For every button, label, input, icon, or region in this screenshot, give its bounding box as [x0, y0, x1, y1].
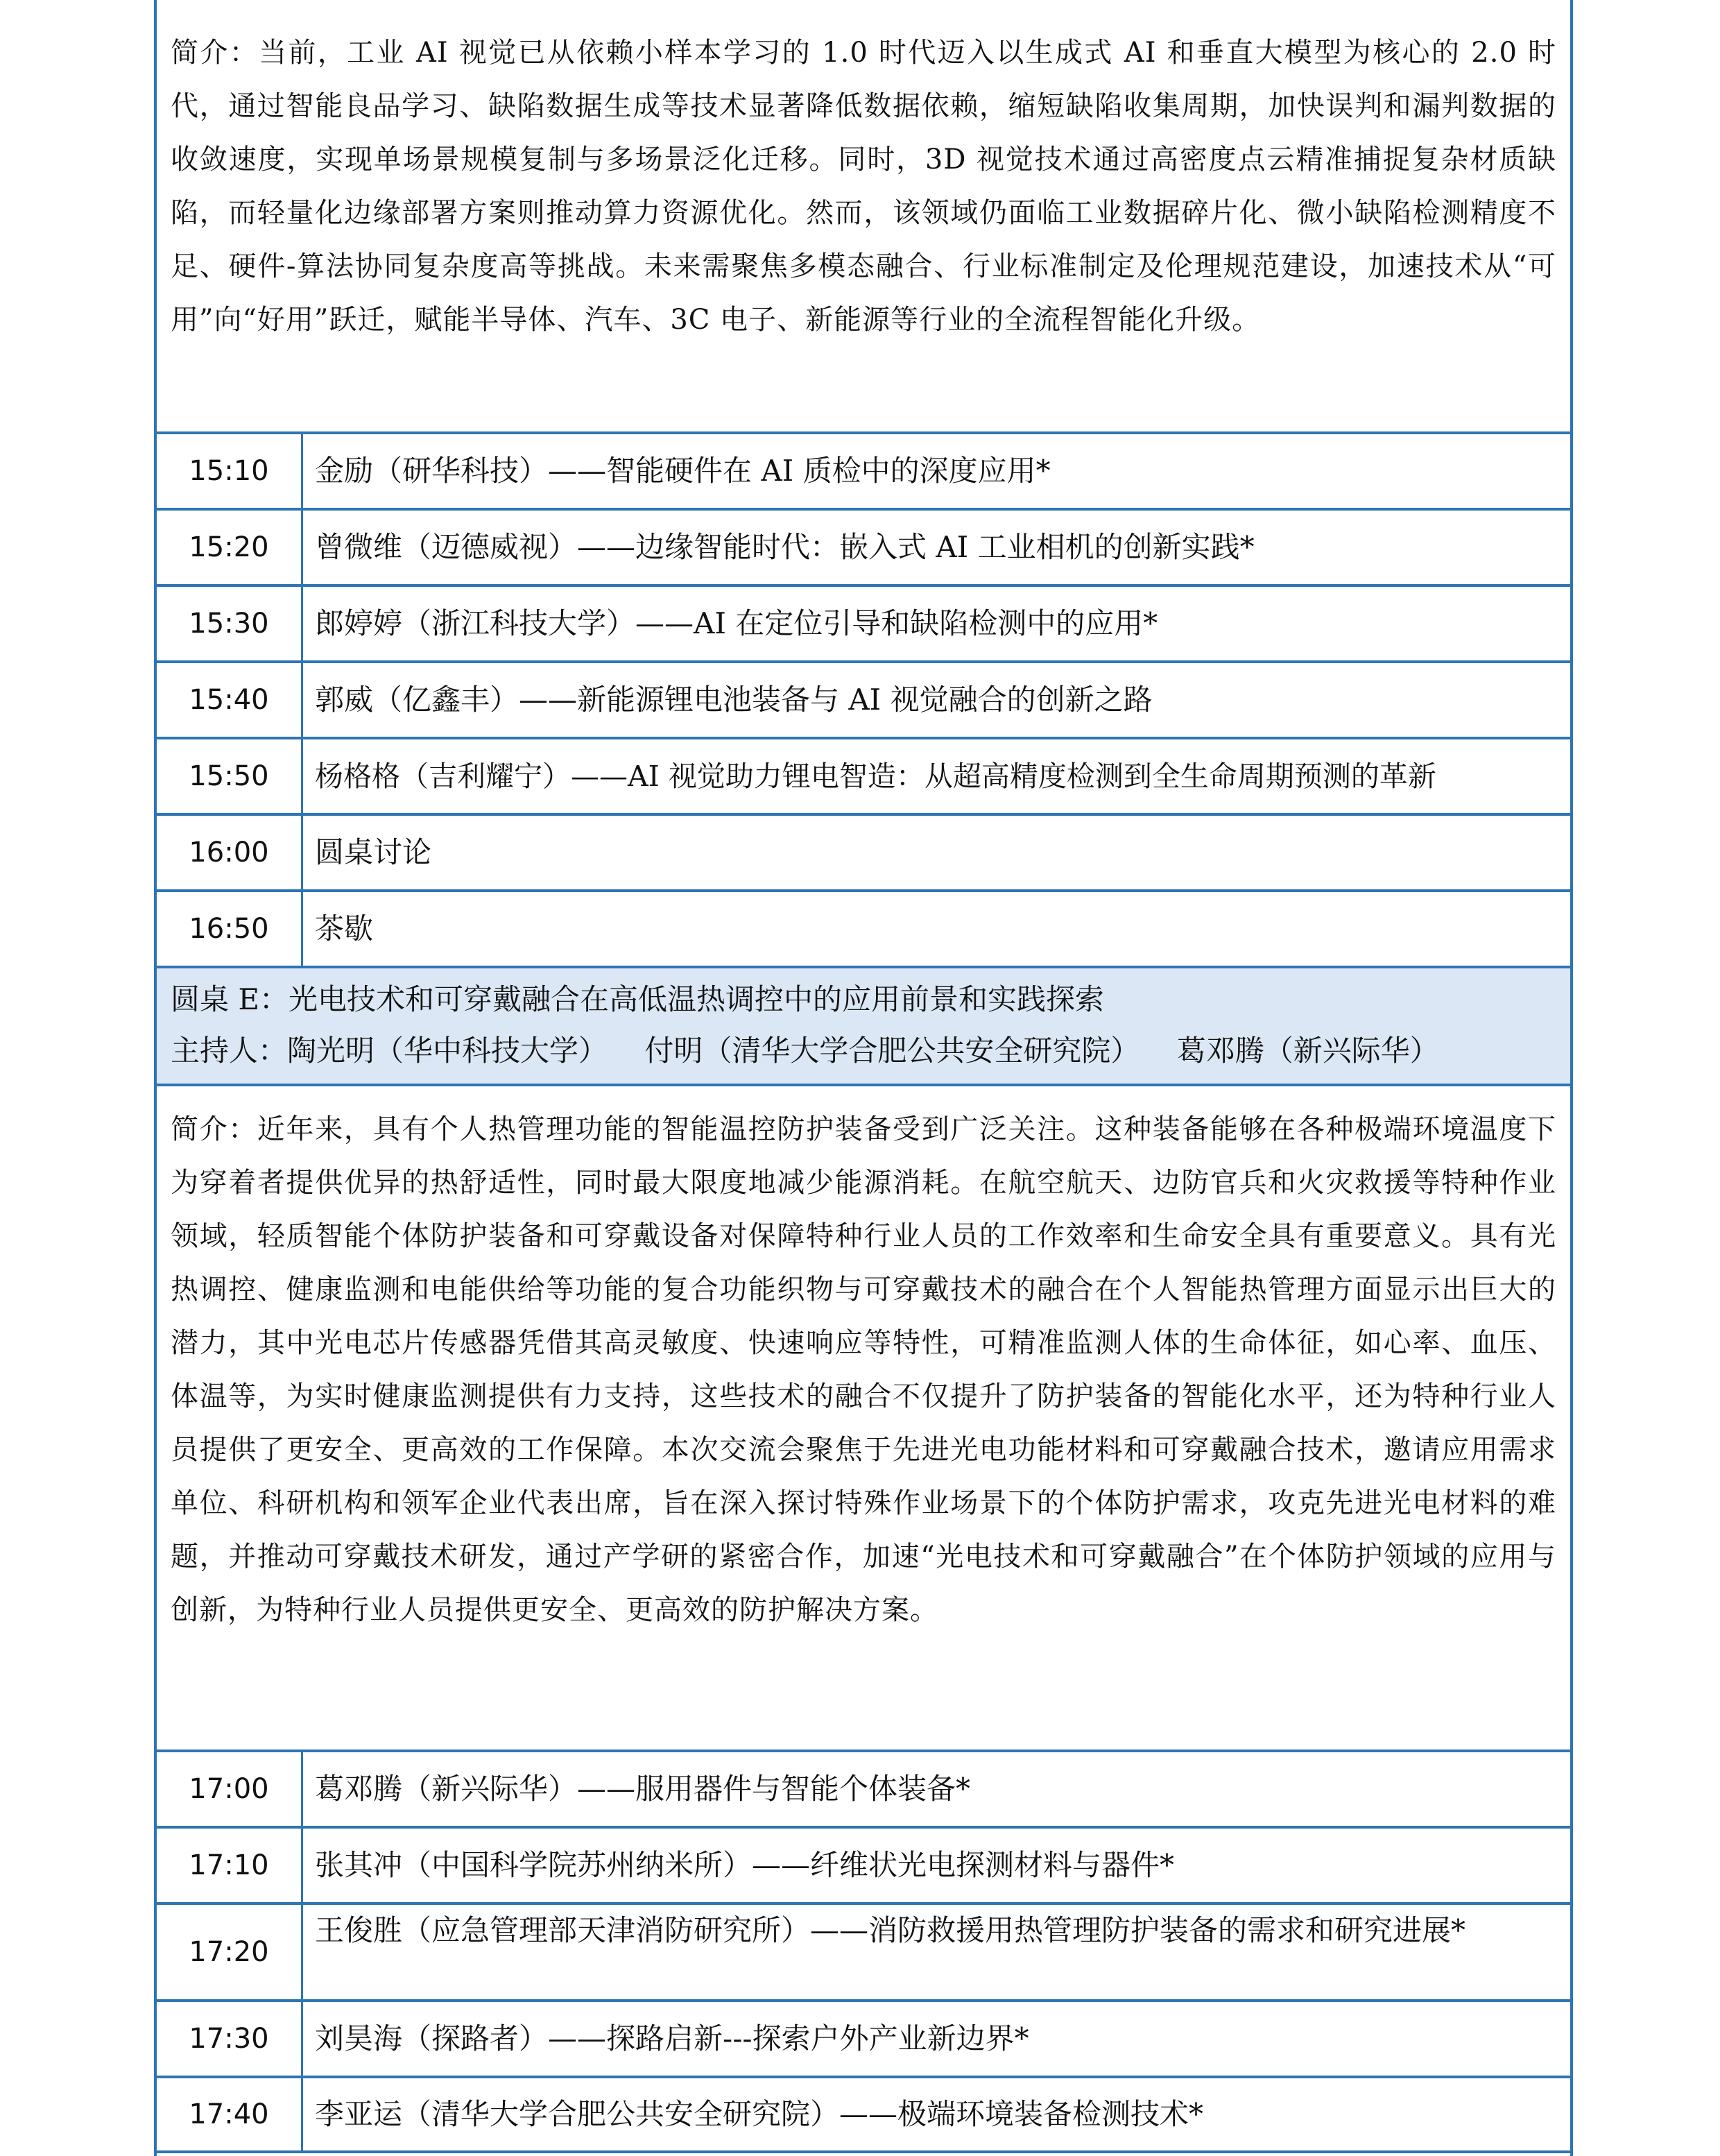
- talk-cell: 金励（研华科技）——智能硬件在 AI 质检中的深度应用*: [315, 454, 1051, 488]
- talk-cell: 王俊胜（应急管理部天津消防研究所）——消防救援用热管理防护装备的需求和研究进展*: [315, 1913, 1466, 1947]
- time-cell: 17:30: [189, 2023, 269, 2055]
- talk-cell: 李亚运（清华大学合肥公共安全研究院）——极端环境装备检测技术*: [315, 2097, 1204, 2131]
- time-cell: 17:00: [189, 1773, 269, 1805]
- agenda-page: [154, 0, 1573, 2156]
- time-cell: 15:10: [189, 455, 269, 487]
- time-cell: 17:40: [189, 2098, 269, 2130]
- talk-cell: 郎婷婷（浙江科技大学）——AI 在定位引导和缺陷检测中的应用*: [315, 606, 1158, 640]
- talk-cell: 曾微维（迈德威视）——边缘智能时代：嵌入式 AI 工业相机的创新实践*: [315, 530, 1255, 564]
- talk-cell: 郭威（亿鑫丰）——新能源锂电池装备与 AI 视觉融合的创新之路: [315, 683, 1153, 717]
- time-cell: 16:00: [189, 837, 269, 869]
- time-cell: 15:50: [189, 760, 269, 792]
- schedule-row: [157, 1752, 1570, 1826]
- time-cell: 15:40: [189, 684, 269, 716]
- time-cell: 17:20: [189, 1936, 269, 1968]
- schedule-row: [157, 1905, 1570, 1999]
- talk-cell: 茶歇: [315, 912, 374, 946]
- section-e-banner: [157, 968, 1570, 1084]
- divider: [157, 1084, 1570, 1086]
- talk-cell: 圆桌讨论: [315, 835, 432, 869]
- time-cell: 15:20: [189, 531, 269, 563]
- section-e-intro: 简介：近年来，具有个人热管理功能的智能温控防护装备受到广泛关注。这种装备能够在各种极端环境温度下为穿着者提供优异的热舒适性，同时最大限度地减少能源消耗。在航空航天、边防官兵和火灾救援等特种作业领域，轻质智能个体防护装备和可穿戴设备对保障特种行业人员的工作效率和生命安全具有重要意义。具有光热调控、健康监测和电能供给等功能的复合功能织物与可穿戴技术的融合在个人智能热管理方面显示出巨大的潜力，其中光电芯片传感器凭借其高灵敏度、快速响应等特性，可精准监测人体的生命体征，如心率、血压、体温等，为实时健康监测提供有力支持，这些技术的融合不仅提升了防护装备的智能化水平，还为特种行业人员提供了更安全、更高效的工作保障。本次交流会聚焦于先进光电功能材料和可穿戴融合技术，邀请应用需求单位、科研机构和领军企业代表出席，旨在深入探讨特殊作业场景下的个体防护需求，攻克先进光电材料的难题，并推动可穿戴技术研发，通过产学研的紧密合作，加速“光电技术和可穿戴融合”在个体防护领域的应用与创新，为特种行业人员提供更安全、更高效的防护解决方案。: [171, 1113, 1556, 1626]
- talk-cell: 葛邓腾（新兴际华）——服用器件与智能个体装备*: [315, 1772, 971, 1806]
- schedule-row: [157, 816, 1570, 889]
- talk-cell: 杨格格（吉利耀宁）——AI 视觉助力锂电智造：从超高精度检测到全生命周期预测的革新: [315, 760, 1436, 793]
- schedule-row: [157, 511, 1570, 584]
- section-d-intro: 简介：当前，工业 AI 视觉已从依赖小样本学习的 1.0 时代迈入以生成式 AI 和垂直大模型为核心的 2.0 时代，通过智能良品学习、缺陷数据生成等技术显著降低数据依赖，缩短缺陷收集周期，加快误判和漏判数据的收敛速度，实现单场景规模复制与多场景泛化迁移。同时，3D 视觉技术通过高密度点云精准捕捉复杂材质缺陷，而轻量化边缘部署方案则推动算力资源优化。然而，该领域仍面临工业数据碎片化、微小缺陷检测精度不足、硬件-算法协同复杂度高等挑战。未来需聚焦多模态融合、行业标准制定及伦理规范建设，加速技术从“可用”向“好用”跃迁，赋能半导体、汽车、3C 电子、新能源等行业的全流程智能化升级。: [171, 37, 1556, 336]
- section-e-title: 圆桌 E：光电技术和可穿戴融合在高低温热调控中的应用前景和实践探索: [171, 982, 1105, 1016]
- talk-cell: 张其冲（中国科学院苏州纳米所）——纤维状光电探测材料与器件*: [315, 1848, 1175, 1882]
- time-cell: 16:50: [189, 913, 269, 945]
- divider: [157, 2150, 1570, 2153]
- section-e-hosts: 主持人：陶光明（华中科技大学） 付明（清华大学合肥公共安全研究院） 葛邓腾（新兴际华）: [171, 1034, 1439, 1068]
- schedule-row: [157, 1829, 1570, 1902]
- time-cell: 15:30: [189, 608, 269, 640]
- schedule-row: [157, 2002, 1570, 2076]
- schedule-row: [157, 587, 1570, 660]
- schedule-row: [157, 663, 1570, 737]
- schedule-row: [157, 2078, 1570, 2150]
- time-cell: 17:10: [189, 1849, 269, 1881]
- schedule-row: [157, 434, 1570, 508]
- schedule-row: [157, 892, 1570, 966]
- talk-cell: 刘昊海（探路者）——探路启新---探索户外产业新边界*: [315, 2021, 1029, 2055]
- schedule-row: [157, 739, 1570, 813]
